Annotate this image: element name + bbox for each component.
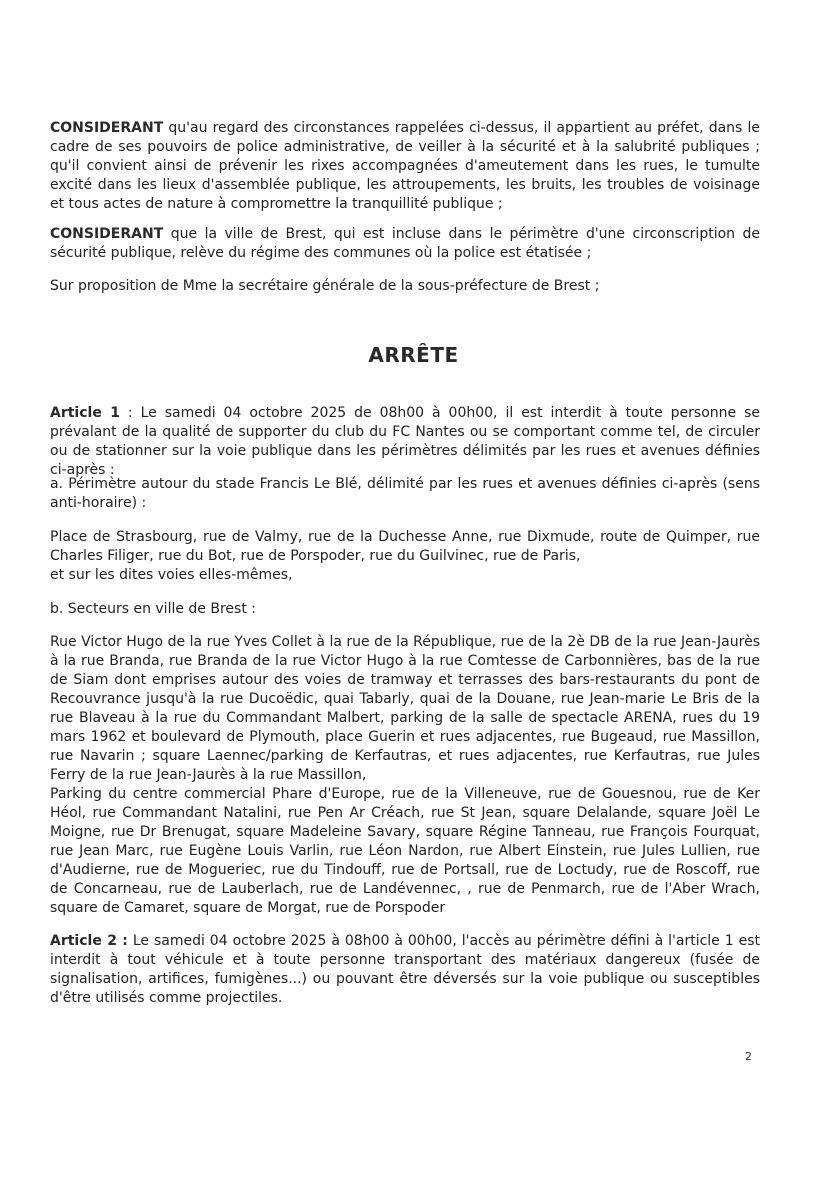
article-2-paragraph	[50, 932, 760, 1008]
perimeter-b-street-list-1: Rue Victor Hugo de la rue Yves Collet à la rue de la République, rue de la 2è DB de la rue Jean-Jaurès à la rue Branda, rue Branda de la rue Victor Hugo à la rue Comtesse de Carbonnières, bas de la rue de Siam dont emprises autour des voies de tramway et terrasses des bars-restaurants du pont de Recouvrance jusqu'à la rue Ducoëdic, quai Tabarly, quai de la Douane, rue Jean-marie Le Bris de la rue Blaveau à la rue du Commandant Malbert, parking de la salle de spectacle ARENA, rues du 19 mars 1962 et boulevard de Plymouth, place Guerin et rues adjacentes, rue Bugeaud, rue Massillon, rue Navarin ; square Laennec/parking de Kerfautras, et rues adjacentes, rue Kerfautras, rue Jules Ferry de la rue Jean-Jaurès à la rue Massillon,	[50, 634, 760, 783]
proposition-paragraph: Sur proposition de Mme la secrétaire générale de la sous-préfecture de Brest ;	[50, 278, 600, 294]
article-2-label: Article 2 :	[50, 933, 128, 949]
page-number: 2	[745, 1050, 752, 1063]
considerant-lead: CONSIDERANT	[50, 120, 164, 136]
considerant-paragraph-1	[50, 119, 760, 214]
article-1-text: : Le samedi 04 octobre 2025 de 08h00 à 00h00, il est interdit à toute personne se prévalant de la qualité de supporter du club du FC Nantes ou se comportant comme tel, de circuler ou de stationner sur la voie publique dans les périmètres délimités par les rues et avenues définies ci-après :	[50, 405, 760, 478]
perimeter-a-streets	[50, 528, 760, 585]
article-2-text: Le samedi 04 octobre 2025 à 08h00 à 00h00, l'accès au périmètre défini à l'article 1 est interdit à tout véhicule et à toute personne transportant des matériaux dangereux (fusée de signalisation, artifices, fumigènes...) ou pouvant être déversés sur la voie publique ou susceptibles d'être utilisés comme projectiles.	[50, 933, 760, 1006]
perimeter-a-street-list: Place de Strasbourg, rue de Valmy, rue de la Duchesse Anne, rue Dixmude, route de Quimper, rue Charles Filiger, rue du Bot, rue de Porspoder, rue du Guilvinec, rue de Paris,	[50, 529, 760, 564]
perimeter-b-streets	[50, 633, 760, 918]
article-1-label: Article 1	[50, 405, 120, 421]
considerant-text: qu'au regard des circonstances rappelées ci-dessus, il appartient au préfet, dans le cadre de ses pouvoirs de police administrative, de veiller à la sécurité et à la salubrité publiques ; qu'il convient ainsi de prévenir les rixes accompagnées d'ameutement dans les rues, le tumulte excité dans les lieux d'assemblée publique, les attroupements, les bruits, les troubles de voisinage et tous actes de nature à compromettre la tranquillité publique ;	[50, 120, 760, 212]
considerant-text: que la ville de Brest, qui est incluse dans le périmètre d'une circonscription de sécurité publique, relève du régime des communes où la police est étatisée ;	[50, 226, 760, 261]
perimeter-b-street-list-2: Parking du centre commercial Phare d'Europe, rue de la Villeneuve, rue de Gouesnou, rue de Ker Héol, rue Commandant Natalini, rue Pen Ar Créach, rue St Jean, square Delalande, square Joël Le Moigne, rue Dr Brenugat, square Madeleine Savary, square Régine Tanneau, rue François Fourquat, rue Jean Marc, rue Eugène Louis Varlin, rue Léon Nardon, rue Albert Einstein, rue Jules Lullien, rue d'Audierne, rue de Mogueriec, rue du Tindouff, rue de Portsall, rue de Loctudy, rue de Roscoff, rue de Concarneau, rue de Lauberlach, rue de Landévennec, , rue de Penmarch, rue de l'Aber Wrach, square de Camaret, square de Morgat, rue de Porspoder	[50, 786, 760, 916]
article-1-paragraph	[50, 404, 760, 480]
considerant-paragraph-2	[50, 225, 760, 263]
perimeter-a-heading: a. Périmètre autour du stade Francis Le Blé, délimité par les rues et avenues définies ci-après (sens anti-horaire) :	[50, 476, 760, 511]
perimeter-b-heading: b. Secteurs en ville de Brest :	[50, 601, 256, 617]
perimeter-a-suffix: et sur les dites voies elles-mêmes,	[50, 567, 293, 583]
considerant-lead: CONSIDERANT	[50, 226, 164, 242]
decree-title: ARRÊTE	[368, 343, 459, 367]
